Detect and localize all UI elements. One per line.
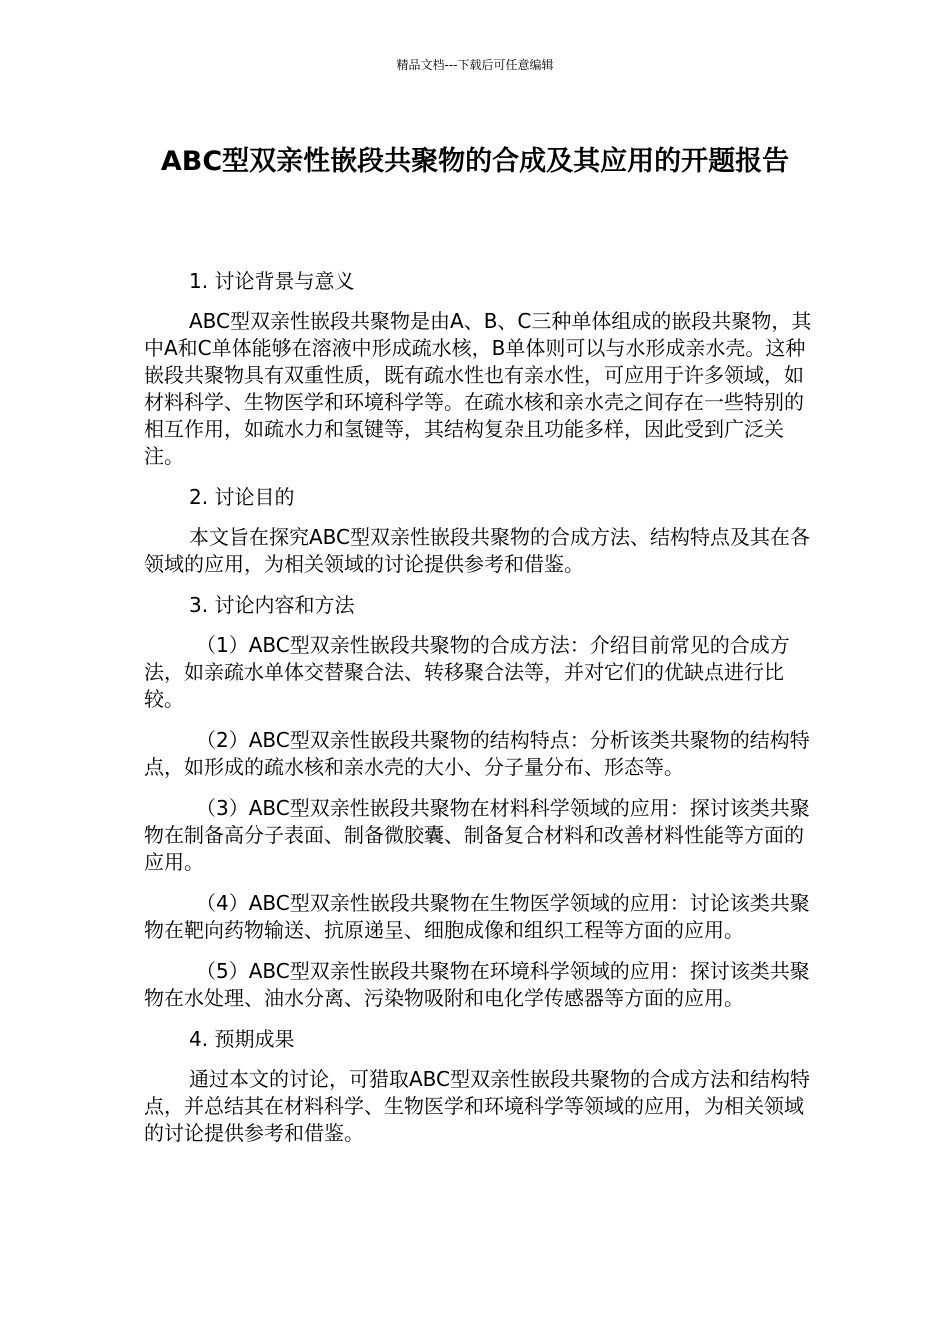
section-heading-content-methods: 3. 讨论内容和方法 <box>189 593 355 617</box>
page-header: 精品文档---下载后可任意编辑 <box>396 58 554 72</box>
purpose-paragraph: 本文旨在探究ABC型双亲性嵌段共聚物的合成方法、结构特点及其在各领域的应用，为相关领域的讨论提供参考和借鉴。 <box>144 525 811 576</box>
content-item-materials: （3）ABC型双亲性嵌段共聚物在材料科学领域的应用：探讨该类共聚物在制备高分子表面、制备微胶囊、制备复合材料和改善材料性能等方面的应用。 <box>144 796 810 874</box>
section-heading-expected-results: 4. 预期成果 <box>189 1027 295 1051</box>
content-item-structure: （2）ABC型双亲性嵌段共聚物的结构特点：分析该类共聚物的结构特点，如形成的疏水核和亲水壳的大小、分子量分布、形态等。 <box>144 728 810 779</box>
document-title: ABC型双亲性嵌段共聚物的合成及其应用的开题报告 <box>160 146 790 177</box>
section-heading-purpose: 2. 讨论目的 <box>189 485 295 509</box>
background-paragraph: ABC型双亲性嵌段共聚物是由A、B、C三种单体组成的嵌段共聚物，其中A和C单体能够在溶液中形成疏水核，B单体则可以与水形成亲水壳。这种嵌段共聚物具有双重性质，既有疏水性也有亲水性，可应用于许多领域，如材料科学、生物医学和环境科学等。在疏水核和亲水壳之间存在一些特别的相互作用，如疏水力和氢键等，其结构复杂且功能多样，因此受到广泛关注。 <box>144 309 812 468</box>
content-item-synthesis: （1）ABC型双亲性嵌段共聚物的合成方法：介绍目前常见的合成方法，如亲疏水单体交替聚合法、转移聚合法等，并对它们的优缺点进行比较。 <box>144 633 790 711</box>
content-item-biomedical: （4）ABC型双亲性嵌段共聚物在生物医学领域的应用：讨论该类共聚物在靶向药物输送、抗原递呈、细胞成像和组织工程等方面的应用。 <box>144 891 810 942</box>
expected-results-paragraph: 通过本文的讨论，可猎取ABC型双亲性嵌段共聚物的合成方法和结构特点，并总结其在材料科学、生物医学和环境科学等领域的应用，为相关领域的讨论提供参考和借鉴。 <box>144 1067 811 1145</box>
section-heading-background: 1. 讨论背景与意义 <box>189 269 355 293</box>
document-body <box>144 268 816 1161</box>
content-item-environmental: （5）ABC型双亲性嵌段共聚物在环境科学领域的应用：探讨该类共聚物在水处理、油水分离、污染物吸附和电化学传感器等方面的应用。 <box>144 959 810 1010</box>
